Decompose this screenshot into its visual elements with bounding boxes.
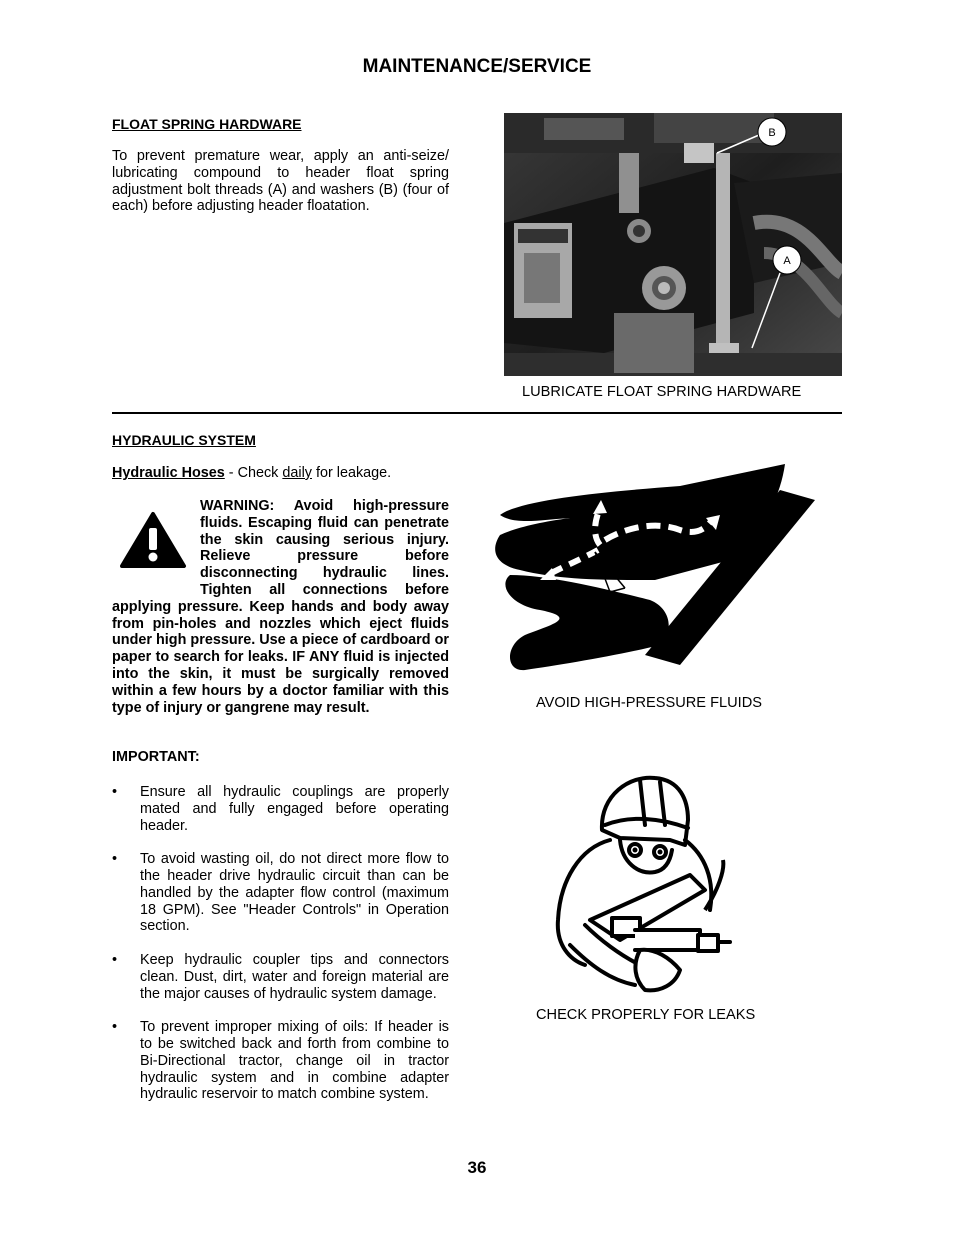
hydraulic-hoses-label: Hydraulic Hoses <box>112 465 225 481</box>
callout-a-label: A <box>783 255 791 267</box>
high-pressure-caption: AVOID HIGH-PRESSURE FLUIDS <box>536 695 762 711</box>
list-item-text: Ensure all hydraulic couplings are properly mated and fully engaged before operating header. <box>140 784 449 834</box>
float-spring-photo <box>504 113 842 376</box>
float-spring-caption: LUBRICATE FLOAT SPRING HARDWARE <box>522 384 802 400</box>
important-list <box>112 784 449 1120</box>
list-item-text: To prevent improper mixing of oils: If header is to be switched back and forth from combine to Bi-Directional tractor, change oil in tractor hydraulic system and in combine adapter hydraulic reservoir to match combine system. <box>140 1019 449 1103</box>
bullet-glyph: • <box>112 851 118 868</box>
list-item <box>112 1019 449 1103</box>
float-spring-body: To prevent premature wear, apply an anti-seize/ lubricating compound to header float spring adjustment bolt threads (A) and washers (B) (four of each) before adjusting header floatation. <box>112 148 449 215</box>
warning-triangle-icon <box>118 510 188 570</box>
bullet-glyph: • <box>112 1019 118 1036</box>
hydraulic-hoses-text-pre: - Check <box>224 465 283 481</box>
section-divider <box>112 412 842 414</box>
warning-block <box>112 498 449 716</box>
bullet-glyph: • <box>112 784 118 800</box>
leak-check-illustration <box>540 770 770 1002</box>
list-item <box>112 784 449 834</box>
bullet-glyph: • <box>112 951 118 968</box>
page-number: 36 <box>467 1158 487 1177</box>
hydraulic-hoses-text-post: for leakage. <box>311 465 392 481</box>
hand-injection-image <box>480 440 842 675</box>
hydraulic-heading: HYDRAULIC SYSTEM <box>112 432 256 448</box>
warning-text: WARNING: Avoid high-pressure fluids. Escaping fluid can penetrate the skin causing serious injury. Relieve pressure before disconnecting hydraulic lines. Tighten all connections before applying pressure. Keep hands and body away from pin-holes and nozzles which eject fluids under high pressure. Use a piece of cardboard or paper to search for leaks. IF ANY fluid is injected into the skin, it must be surgically removed within a few hours by a doctor familiar with this type of injury or gangrene may result. <box>112 498 449 716</box>
leak-check-caption: CHECK PROPERLY FOR LEAKS <box>536 1007 756 1023</box>
hydraulic-hoses-daily: daily <box>282 465 312 481</box>
list-item-text: Keep hydraulic coupler tips and connectors clean. Dust, dirt, water and foreign material are the major causes of hydraulic system damage. <box>140 951 449 1002</box>
list-item-text: To avoid wasting oil, do not direct more flow to the header drive hydraulic circuit than can be handled by the adapter flow control (maximum 18 GPM). See "Header Controls" in Operation section. <box>140 851 449 935</box>
list-item <box>112 952 449 1002</box>
float-spring-photo-image <box>504 113 842 376</box>
important-label: IMPORTANT: <box>112 749 200 765</box>
page-title: MAINTENANCE/SERVICE <box>362 56 592 77</box>
list-item <box>112 851 449 935</box>
worker-cardboard-image <box>540 770 770 1002</box>
warning-icon-wrap <box>112 498 200 582</box>
hydraulic-hoses-line <box>112 465 391 482</box>
callout-b-label: B <box>768 127 776 139</box>
float-spring-heading: FLOAT SPRING HARDWARE <box>112 116 302 132</box>
high-pressure-illustration <box>480 440 842 675</box>
